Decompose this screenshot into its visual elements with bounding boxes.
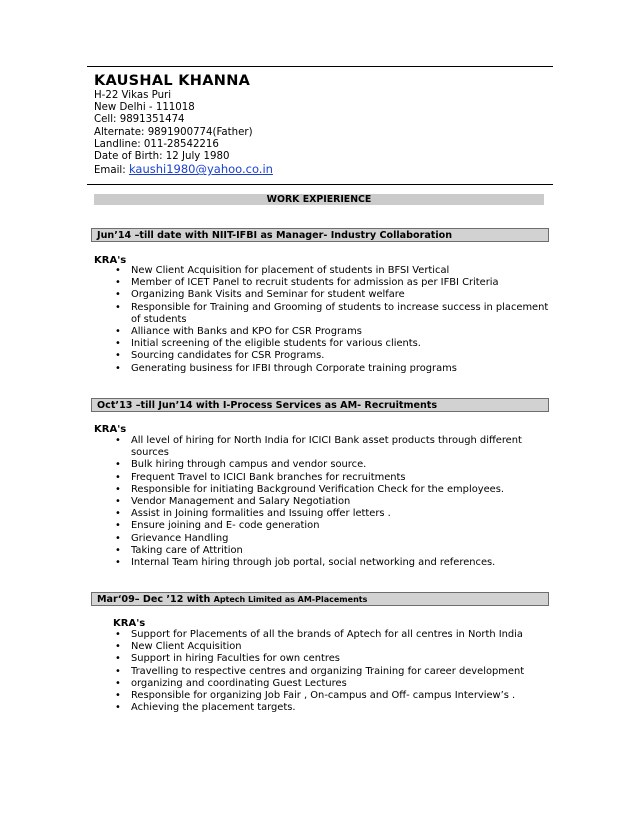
list-item: • Responsible for organizing Job Fair , On-campus and Off- campus Interview’s . — [113, 690, 553, 702]
list-item: • Frequent Travel to ICICI Bank branches for recruitments — [113, 472, 553, 484]
email-label: Email: — [94, 165, 126, 177]
list-item: • New Client Acquisition for placement of students in BFSI Vertical — [113, 265, 553, 277]
kra-label: KRA's — [94, 255, 127, 266]
landline-phone: Landline: 011-28542216 — [94, 138, 219, 150]
list-item: • Responsible for Training and Grooming of students to increase success in placement of students — [113, 302, 553, 326]
list-item: • Alliance with Banks and KPO for CSR Programs — [113, 326, 553, 338]
job-title-main: Mar‘09– Dec ’12 with — [97, 594, 211, 605]
list-item: • Internal Team hiring through job portal, social networking and references. — [113, 557, 553, 569]
job-title-bar — [91, 592, 549, 606]
cell-phone: Cell: 9891351474 — [94, 114, 185, 126]
kra-list — [113, 629, 553, 714]
address-line-1: H-22 Vikas Puri — [94, 90, 172, 101]
list-item: • Generating business for IFBI through Corporate training programs — [113, 363, 553, 375]
list-item: • Initial screening of the eligible students for various clients. — [113, 338, 553, 350]
list-item: • New Client Acquisition — [113, 641, 553, 653]
job-title-bar: Oct’13 –till Jun’14 with I-Process Services as AM- Recruitments — [91, 398, 549, 412]
job-title-company: Aptech Limited as AM-Placements — [213, 595, 368, 604]
date-of-birth: Date of Birth: 12 July 1980 — [94, 151, 230, 163]
work-experience-heading: WORK EXPIERIENCE — [94, 194, 544, 205]
list-item: • Taking care of Attrition — [113, 545, 553, 557]
kra-label: KRA's — [94, 424, 127, 435]
kra-list — [113, 265, 553, 375]
list-item: • Support for Placements of all the brands of Aptech for all centres in North India — [113, 629, 553, 641]
contact-block — [94, 90, 273, 177]
list-item: • Responsible for initiating Background Verification Check for the employees. — [113, 484, 553, 496]
list-item: • Support in hiring Faculties for own centres — [113, 653, 553, 665]
address-line-2: New Delhi - 111018 — [94, 102, 195, 114]
list-item: • Bulk hiring through campus and vendor source. — [113, 459, 553, 471]
list-item: • Assist in Joining formalities and Issuing offer letters . — [113, 508, 553, 520]
kra-label: KRA's — [113, 618, 146, 629]
list-item: • Vendor Management and Salary Negotiation — [113, 496, 553, 508]
list-item: • organizing and coordinating Guest Lectures — [113, 678, 553, 690]
kra-list — [113, 435, 553, 569]
list-item: • Ensure joining and E- code generation — [113, 520, 553, 532]
candidate-name: KAUSHAL KHANNA — [94, 73, 251, 89]
job-title-bar: Jun’14 –till date with NIIT-IFBI as Manager- Industry Collaboration — [91, 228, 549, 242]
list-item: • All level of hiring for North India for ICICI Bank asset products through different sources — [113, 435, 553, 459]
list-item: • Achieving the placement targets. — [113, 702, 553, 714]
top-divider — [87, 66, 553, 67]
list-item: • Organizing Bank Visits and Seminar for student welfare — [113, 289, 553, 301]
list-item: • Sourcing candidates for CSR Programs. — [113, 350, 553, 362]
email-link[interactable]: kaushi1980@yahoo.co.in — [128, 162, 273, 177]
list-item: • Member of ICET Panel to recruit students for admission as per IFBI Criteria — [113, 277, 553, 289]
alternate-phone: Alternate: 9891900774(Father) — [94, 126, 253, 138]
section-divider — [87, 184, 553, 185]
email-row — [94, 163, 273, 177]
list-item: • Travelling to respective centres and organizing Training for career development — [113, 666, 553, 678]
list-item: • Grievance Handling — [113, 533, 553, 545]
